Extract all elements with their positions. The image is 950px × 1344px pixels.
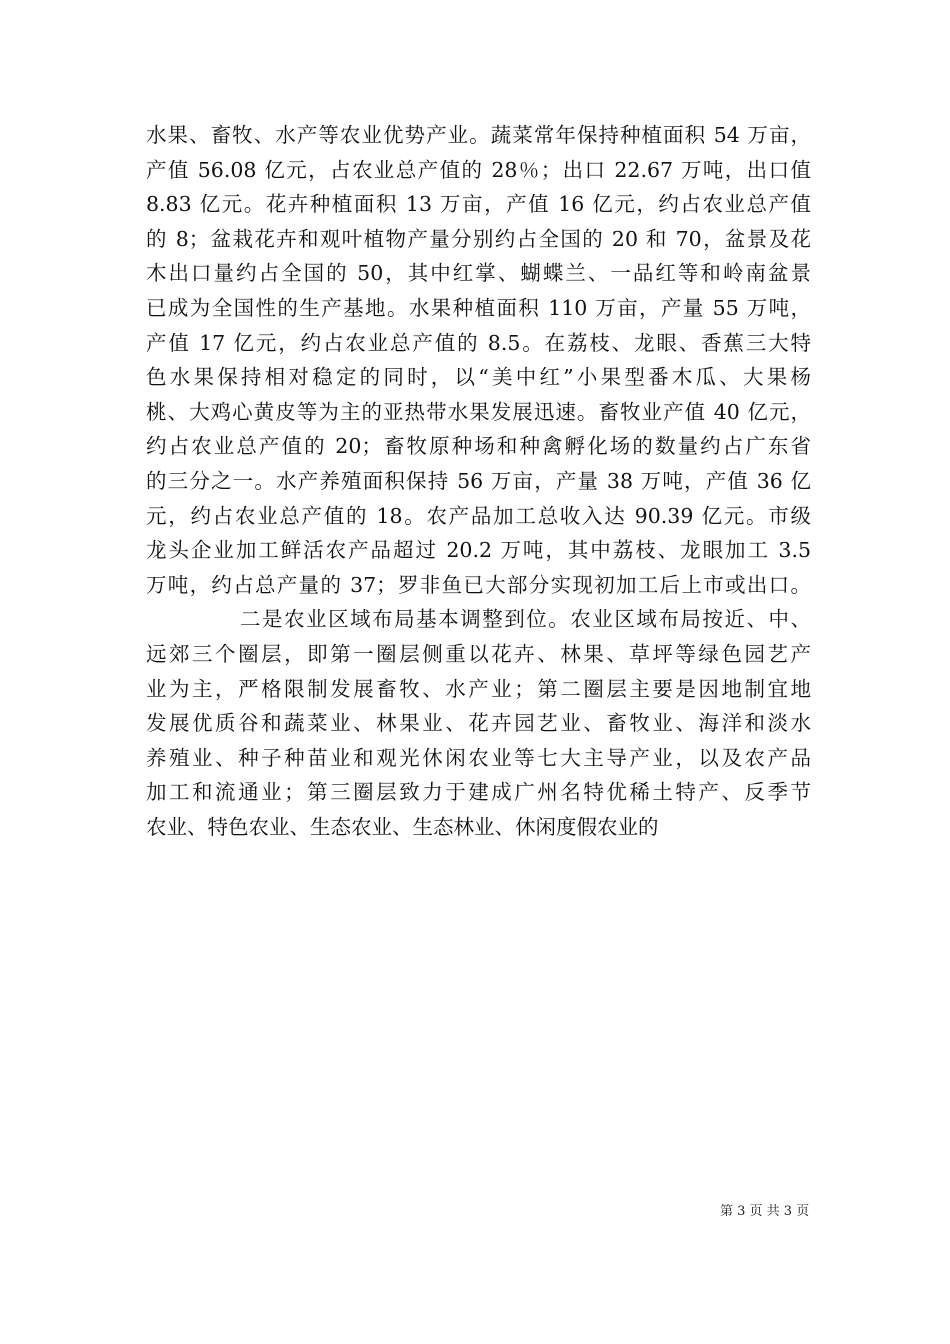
text-line: 产值 56.08 亿元，占农业总产值的 28％；出口 22.67 万吨，出口值 [146, 157, 811, 182]
text-line: 二是农业区域布局基本调整到位。农业区域布局按近、中、 [240, 607, 811, 632]
text-line: 8.83 亿元。花卉种植面积 13 万亩，产值 16 亿元，约占农业总产值 [146, 192, 811, 217]
text-line: 业为主，严格限制发展畜牧、水产业；第二圈层主要是因地制宜地 [146, 676, 811, 701]
text-line: 水果、畜牧、水产等农业优势产业。蔬菜常年保持种植面积 54 万亩， [146, 123, 811, 147]
text-line: 的 8；盆栽花卉和观叶植物产量分别约占全国的 20 和 70，盆景及花 [146, 226, 811, 251]
paragraph-2 [146, 602, 811, 844]
text-line: 约占农业总产值的 20；畜牧原种场和种禽孵化场的数量约占广东省 [146, 434, 811, 459]
text-line: 木出口量约占全国的 50，其中红掌、蝴蝶兰、一品红等和岭南盆景 [146, 261, 811, 286]
text-line: 养殖业、种子种苗业和观光休闲农业等七大主导产业，以及农产品 [146, 745, 811, 770]
text-line: 桃、大鸡心黄皮等为主的亚热带水果发展迅速。畜牧业产值 40 亿元， [146, 399, 811, 424]
text-line: 龙头企业加工鲜活农产品超过 20.2 万吨，其中荔枝、龙眼加工 3.5 [146, 538, 811, 563]
text-line: 加工和流通业；第三圈层致力于建成广州名特优稀土特产、反季节 [146, 780, 811, 805]
document-body [146, 118, 811, 844]
text-line: 农业、特色农业、生态农业、生态林业、休闲度假农业的 [146, 814, 659, 839]
text-line: 的三分之一。水产养殖面积保持 56 万亩，产量 38 万吨，产值 36 亿 [146, 468, 811, 493]
page-number-footer: 第 3 页 共 3 页 [720, 1204, 810, 1219]
text-line: 产值 17 亿元，约占农业总产值的 8.5。在荔枝、龙眼、香蕉三大特 [146, 330, 811, 355]
text-line: 远郊三个圈层，即第一圈层侧重以花卉、林果、草坪等绿色园艺产 [146, 641, 811, 666]
text-line: 已成为全国性的生产基地。水果种植面积 110 万亩，产量 55 万吨， [146, 295, 811, 320]
text-line: 元，约占农业总产值的 18。农产品加工总收入达 90.39 亿元。市级 [146, 503, 811, 528]
text-line: 发展优质谷和蔬菜业、林果业、花卉园艺业、畜牧业、海洋和淡水 [146, 711, 811, 736]
paragraph-1 [146, 118, 811, 602]
text-line: 万吨，约占总产量的 37；罗非鱼已大部分实现初加工后上市或出口。 [146, 572, 811, 597]
text-line: 色水果保持相对稳定的同时，以“美中红”小果型番木瓜、大果杨 [146, 365, 811, 390]
